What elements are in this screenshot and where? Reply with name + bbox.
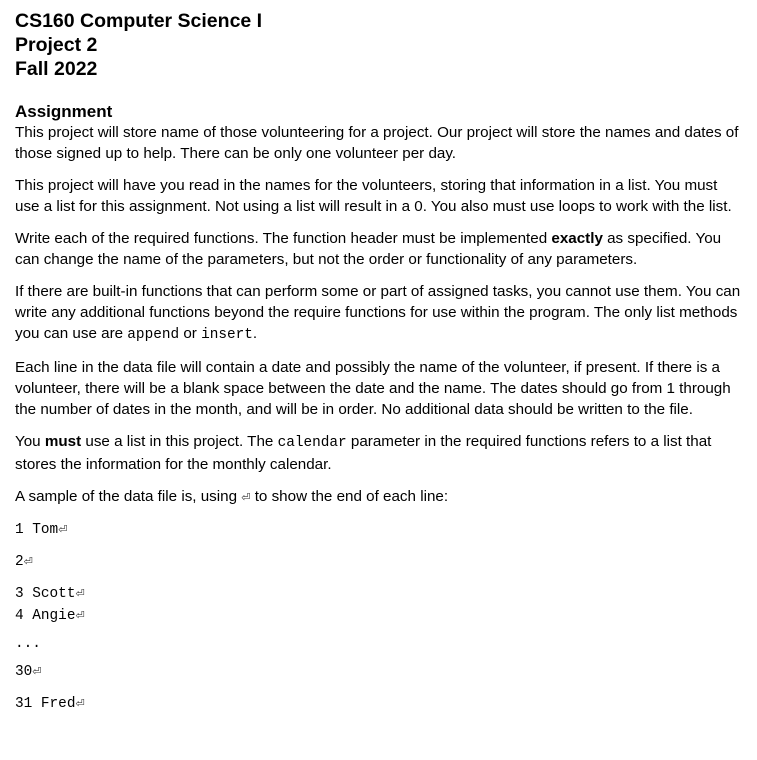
emphasis-must: must: [44, 433, 82, 450]
sample-line: [15, 661, 745, 683]
return-arrow-icon: ⏎: [75, 609, 85, 622]
assignment-heading: Assignment: [15, 102, 113, 121]
paragraph-4-text-end: .: [252, 325, 258, 342]
document-page: [15, 9, 745, 712]
project-title: Project 2: [15, 34, 98, 56]
return-arrow-icon: ⏎: [75, 697, 85, 710]
sample-line-text: ...: [15, 636, 41, 652]
return-arrow-icon: ⏎: [241, 491, 251, 504]
paragraph-5: Each line in the data file will contain a date and possibly the name of the volunteer, if present. If there is a volunteer, there will be a blank space between the date and the name. The dates should go from 1 through the number of dates in the month, and will be in order. No additional data should be written to the file.: [15, 359, 731, 418]
paragraph-3-text-b: as specified. You can change the name of the parameters, but not the order or functionality of any parameters.: [15, 230, 722, 268]
assignment-body: [15, 122, 745, 715]
return-arrow-icon: ⏎: [58, 523, 68, 536]
return-arrow-icon: ⏎: [32, 665, 42, 678]
paragraph-7-text-a: A sample of the data file is, using: [15, 488, 242, 505]
paragraph-7: [15, 486, 745, 508]
sample-line-text: 1 Tom: [15, 522, 59, 538]
paragraph-6-text-c: parameter in the required functions refers to a list that stores the information for the monthly calendar.: [15, 433, 712, 473]
sample-line-ellipsis: [15, 633, 745, 655]
sample-line: [15, 605, 745, 627]
term-title: Fall 2022: [15, 58, 98, 80]
sample-line: [15, 551, 745, 573]
document-header: [15, 9, 745, 81]
sample-line-text: 3 Scott: [15, 586, 76, 602]
sample-line: [15, 693, 745, 715]
paragraph-6: [15, 431, 745, 475]
paragraph-4-text-a: If there are built-in functions that can perform some or part of assigned tasks, you cannot use them. You can write any additional functions beyond the require functions for use within the program. The only list methods you can use are: [15, 283, 741, 342]
sample-line-text: 4 Angie: [15, 608, 76, 624]
course-title: CS160 Computer Science I: [15, 10, 263, 32]
code-append: append: [127, 327, 180, 343]
sample-line-text: 2: [15, 554, 24, 570]
sample-line-text: 31 Fred: [15, 696, 76, 712]
code-insert: insert: [201, 327, 253, 343]
paragraph-3: [15, 228, 745, 270]
paragraph-6-text-b: use a list in this project. The: [81, 433, 278, 450]
paragraph-2: This project will have you read in the names for the volunteers, storing that information in a list. You must use a list for this assignment. Not using a list will result in a 0. You also must use loops to work with the list.: [15, 177, 732, 215]
sample-line: [15, 519, 745, 541]
paragraph-3-text-a: Write each of the required functions. The function header must be implemented: [15, 230, 552, 247]
paragraph-4-text-mid: or: [179, 325, 202, 342]
paragraph-1: This project will store name of those volunteering for a project. Our project will store the names and dates of those signed up to help. There can be only one volunteer per day.: [15, 124, 739, 162]
return-arrow-icon: ⏎: [75, 587, 85, 600]
code-calendar: calendar: [277, 435, 347, 451]
sample-line: [15, 583, 745, 605]
paragraph-7-text-b: to show the end of each line:: [250, 488, 449, 505]
emphasis-exactly: exactly: [551, 230, 603, 247]
paragraph-4: [15, 281, 745, 346]
sample-data-block: [15, 519, 745, 715]
return-arrow-icon: ⏎: [23, 555, 33, 568]
paragraph-6-text-a: You: [15, 433, 45, 450]
sample-line-text: 30: [15, 664, 33, 680]
